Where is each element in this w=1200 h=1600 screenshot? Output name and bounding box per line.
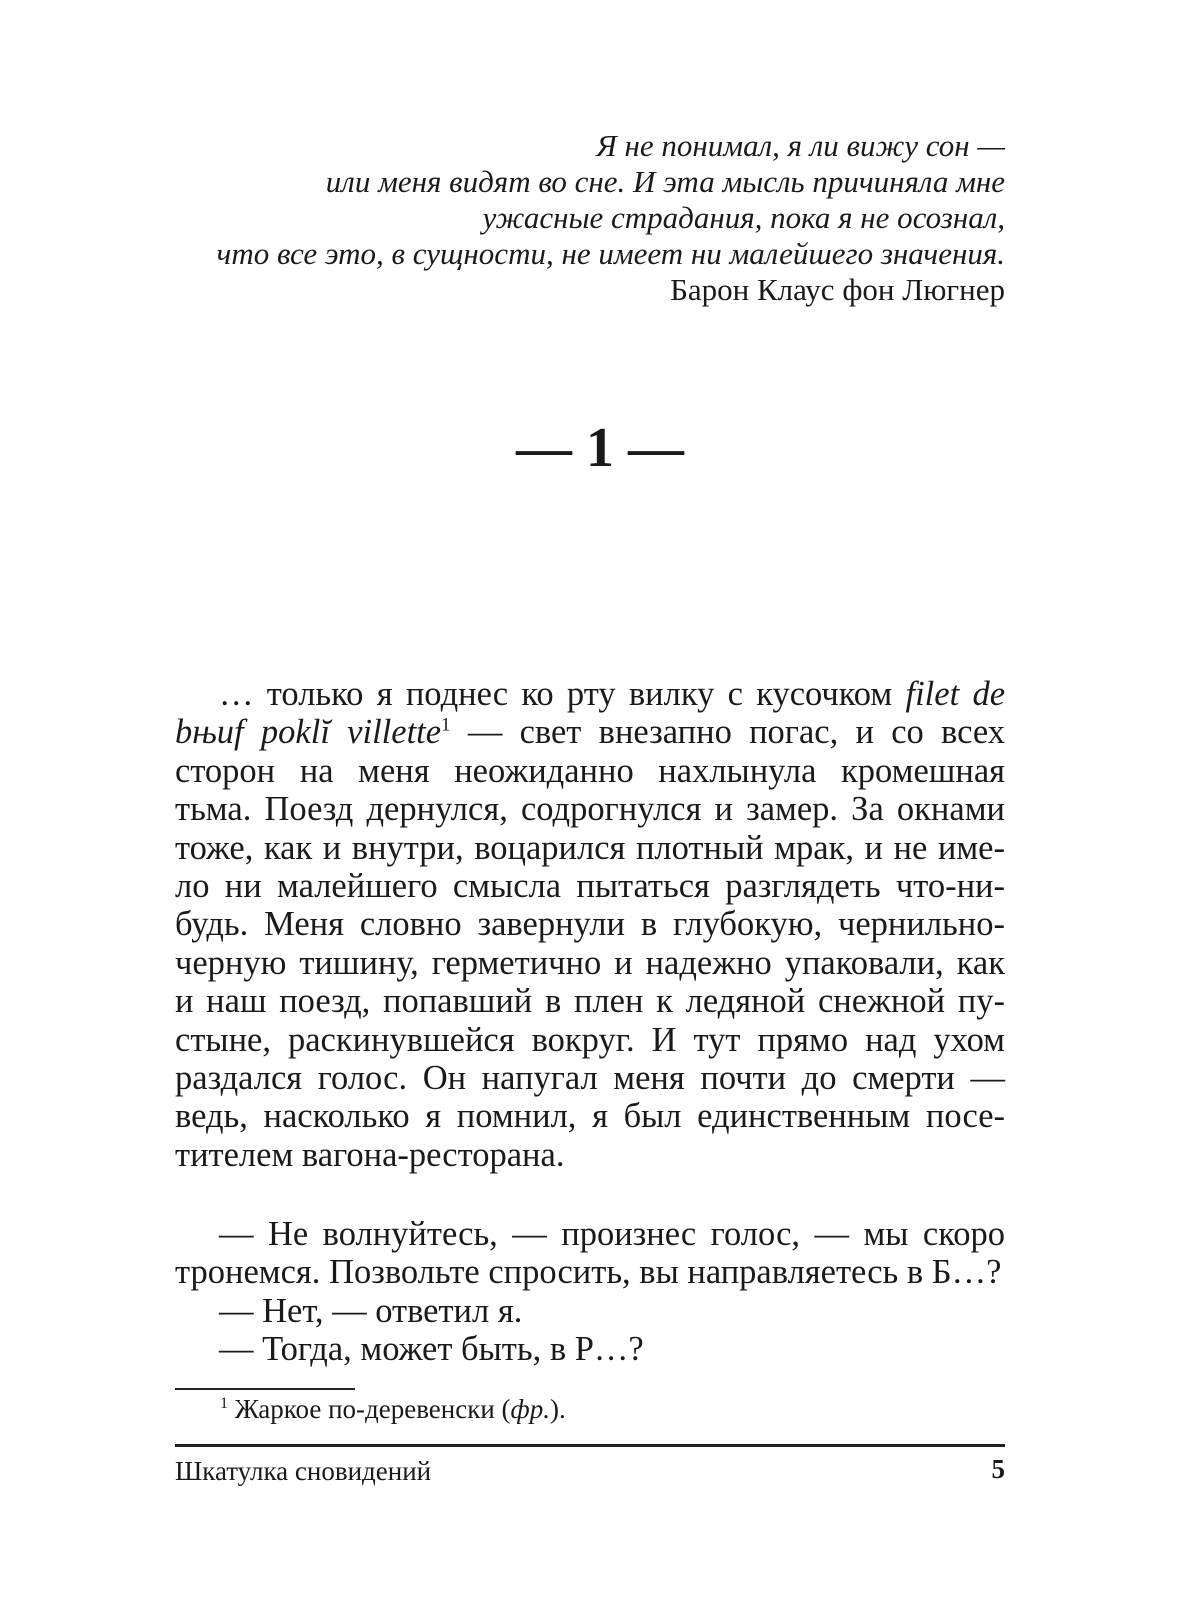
paragraph-line [175,675,1005,713]
epigraph-author: Барон Клаус фон Люгнер [670,272,1005,307]
paragraph-line: и наш поезд, попавший в плен к ледяной снежной пу- [175,982,1005,1021]
footnote-text: Жаркое по-деревенски ( [228,1394,511,1424]
dialogue [175,1215,1005,1369]
french-phrase: filet de [905,675,1006,713]
footer-divider [175,1444,1005,1447]
dialogue-line: — Тогда, может быть, в Р…? [219,1330,644,1369]
page-number: 5 [991,1454,1005,1484]
paragraph-line [175,713,1005,751]
paragraph-line: раздался голос. Он напугал меня почти до смерти — [175,1059,1005,1098]
french-phrase: bњuf poklĭ villette [175,713,442,752]
footnote-close: ). [549,1394,566,1424]
line-text: … только я поднес ко рту вилку с кусочком [219,675,906,713]
paragraph-line: тоже, как и внутри, воцарился плотный мрак, и не име- [175,828,1005,867]
epigraph-line: Я не понимал, я ли вижу сон — [596,128,1005,163]
paragraph-line: стыне, раскинувшейся вокруг. И тут прямо над ухом [175,1020,1005,1059]
paragraph-line: ло ни малейшего смысла пытаться разглядеть что-ни- [175,867,1005,906]
dialogue-line: — Не волнуйтесь, — произнес голос, — мы скоро [219,1215,1005,1253]
footnote-divider [175,1388,355,1390]
epigraph-line: или меня видят во сне. И эта мысль причиняла мне [325,164,1005,199]
dialogue-line: тронемся. Позвольте спросить, вы направляетесь в Б…? [175,1253,1002,1292]
dialogue-line: — Нет, — ответил я. [219,1291,523,1330]
footnote [220,1392,566,1426]
running-title: Шкатулка сновидений [175,1456,432,1486]
paragraph [175,675,1005,1174]
paragraph-line: тителем вагона-ресторана. [175,1135,565,1174]
paragraph-line: тьма. Поезд дернулся, содрогнулся и замер. За окнами [175,790,1005,829]
paragraph-line: будь. Меня словно завернули в глубокую, чернильно- [175,905,1005,944]
chapter-number: — 1 — [516,417,684,479]
line-text: — свет внезапно погас, и со всех [450,713,1005,752]
paragraph-line: черную тишину, герметично и надежно упаковали, как [175,943,1005,982]
epigraph [105,128,1005,308]
epigraph-line: что все это, в сущности, не имеет ни малейшего значения. [216,236,1005,271]
paragraph-line: ведь, насколько я помнил, я был единственным посе- [175,1097,1005,1136]
footnote-reference[interactable]: 1 [441,714,451,736]
epigraph-line: ужасные страдания, пока я не осознал, [482,200,1005,235]
footnote-abbr: фр. [510,1394,550,1424]
paragraph-line: сторон на меня неожиданно нахлынула кромешная [175,751,1005,790]
footnote-mark: 1 [220,1395,228,1412]
